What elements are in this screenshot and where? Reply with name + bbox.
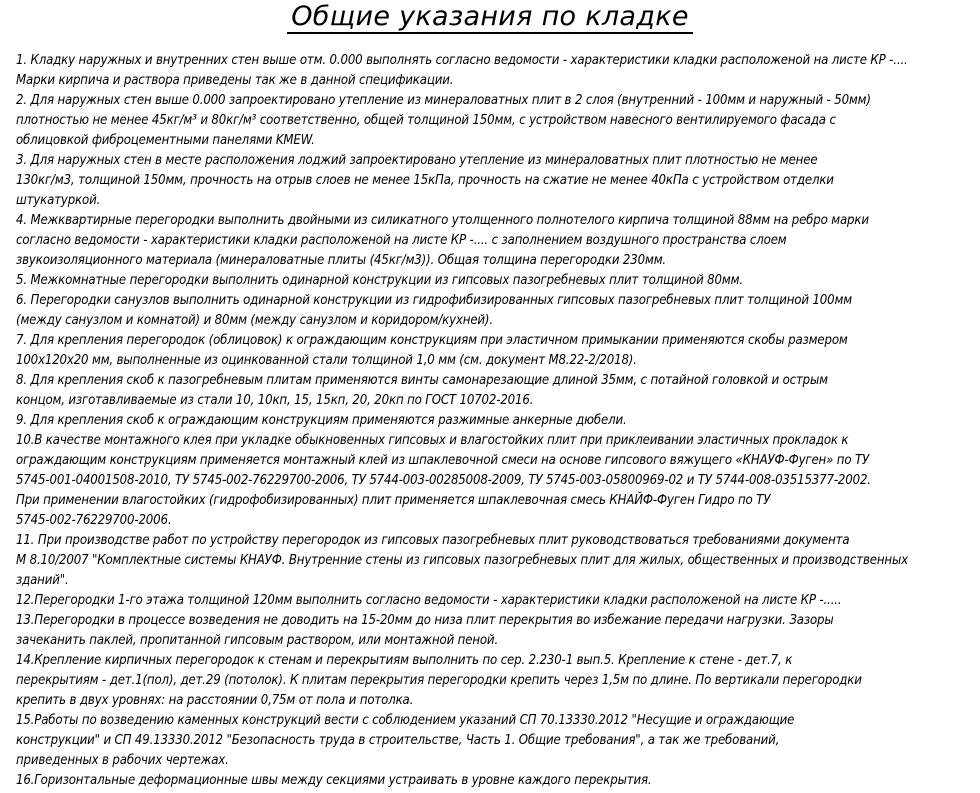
text-line: звукоизоляционного материала (минераловатные плиты (45кг/м3)). Общая толщина перегородки 230мм. bbox=[16, 253, 667, 268]
text-line: 13.Перегородки в процессе возведения не доводить на 15-20мм до низа плит перекрытия во избежание передачи нагрузки. Зазоры bbox=[16, 613, 834, 628]
text-line: 5. Межкомнатные перегородки выполнить одинарной конструкции из гипсовых пазогребневых плит толщиной 80мм. bbox=[16, 273, 743, 288]
text-line: зачеканить паклей, пропитанной гипсовым раствором, или монтажной пеной. bbox=[16, 633, 499, 648]
text-line: 100x120x20 мм, выполненные из оцинкованной стали толщиной 1,0 мм (см. документ М8.22-2/2018). bbox=[16, 353, 637, 368]
text-line: облицовкой фиброцементными панелями KMEW. bbox=[16, 133, 315, 148]
text-line: 8. Для крепления скоб к пазогребневым плитам применяются винты самонарезающие длиной 35мм, с потайной головкой и острым bbox=[16, 373, 828, 388]
text-line: 6. Перегородки санузлов выполнить одинарной конструкции из гидрофибизированных гипсовых пазогребневых плит толщиной 100мм bbox=[16, 293, 852, 308]
text-line: концом, изготавливаемые из стали 10, 10кп, 15, 15кп, 20, 20кп по ГОСТ 10702-2016. bbox=[16, 393, 534, 408]
text-line: ограждающим конструкциям применяется монтажный клей из шпаклевочной смеси на основе гипсового вяжущего «КНАУФ-Фуген» по ТУ bbox=[16, 453, 870, 468]
text-line: 130кг/м3, толщиной 150мм, прочность на отрыв слоев не менее 15кПа, прочность на сжатие не менее 40кПа с устройством отделки bbox=[16, 173, 834, 188]
text-line: 5745-002-76229700-2006. bbox=[16, 513, 172, 528]
page-title bbox=[0, 0, 980, 34]
text-line: 11. При производстве работ по устройству перегородок из гипсовых пазогребневых плит руководствоваться требованиями документа bbox=[16, 533, 850, 548]
text-line: конструкции" и СП 49.13330.2012 "Безопасность труда в строительстве, Часть 1. Общие требования", а так же требований, bbox=[16, 733, 780, 748]
text-line: М 8.10/2007 "Комплектные системы КНАУФ. Внутренние стены из гипсовых пазогребневых плит для жилых, общественных и производственных bbox=[16, 553, 908, 568]
text-line: крепить в двух уровнях: на расстоянии 0,75м от пола и потолка. bbox=[16, 693, 414, 708]
text-line: 5745-001-04001508-2010, ТУ 5745-002-76229700-2006, ТУ 5744-003-00285008-2009, ТУ 5745-003-05800969-02 и ТУ 5744-008-03515377-2002. bbox=[16, 473, 871, 488]
text-line: приведенных в рабочих чертежах. bbox=[16, 753, 229, 768]
text-line: согласно ведомости - характеристики кладки расположеной на листе КР -.... с заполнением воздушного пространства слоем bbox=[16, 233, 787, 248]
text-line: зданий". bbox=[16, 573, 69, 588]
text-line: Марки кирпича и раствора приведены так же в данной спецификации. bbox=[16, 73, 454, 88]
text-line: 15.Работы по возведению каменных конструкций вести с соблюдением указаний СП 70.13330.2012 "Несущие и ограждающие bbox=[16, 713, 795, 728]
text-line: (между санузлом и комнатой) и 80мм (между санузлом и коридором/кухней). bbox=[16, 313, 493, 328]
page-title-text: Общие указания по кладке bbox=[287, 2, 693, 34]
text-line: 12.Перегородки 1-го этажа толщиной 120мм выполнить согласно ведомости - характеристики кладки расположеной на листе КР -..... bbox=[16, 593, 842, 608]
text-line: 16.Горизонтальные деформационные швы между секциями устраивать в уровне каждого перекрытия. bbox=[16, 773, 652, 788]
text-line: 14.Крепление кирпичных перегородок к стенам и перекрытиям выполнить по сер. 2.230-1 вып.5. Крепление к стене - дет.7, к bbox=[16, 653, 793, 668]
text-line: 4. Межквартирные перегородки выполнить двойными из силикатного утолщенного полнотелого кирпича толщиной 88мм на ребро марки bbox=[16, 213, 869, 228]
text-line: 10.В качестве монтажного клея при укладке обыкновенных гипсовых и влагостойких плит при приклеивании эластичных прокладок к bbox=[16, 433, 849, 448]
text-line: штукатуркой. bbox=[16, 193, 101, 208]
text-line: перекрытиям - дет.1(пол), дет.29 (потолок). К плитам перекрытия перегородки крепить через 1,5м по длине. По вертикали перегородки bbox=[16, 673, 862, 688]
text-line: 3. Для наружных стен в месте расположения лоджий запроектировано утепление из минераловатных плит плотностью не менее bbox=[16, 153, 818, 168]
text-line: 9. Для крепления скоб к ограждающим конструкциям применяются разжимные анкерные дюбели. bbox=[16, 413, 627, 428]
text-line: плотностью не менее 45кг/м³ и 80кг/м³ соответственно, общей толщиной 150мм, с устройством навесного вентилируемого фасада с bbox=[16, 113, 836, 128]
text-line: 2. Для наружных стен выше 0.000 запроектировано утепление из минераловатных плит в 2 слоя (внутренний - 100мм и наружный - 50мм) bbox=[16, 93, 871, 108]
text-line: При применении влагостойких (гидрофобизированных) плит применяется шпаклевочная смесь КНАЙФ-Фуген Гидро по ТУ bbox=[16, 493, 771, 508]
text-line: 7. Для крепления перегородок (облицовок) к ограждающим конструкциям при эластичном примыкании применяются скобы размером bbox=[16, 333, 848, 348]
text-line: 1. Кладку наружных и внутренних стен выше отм. 0.000 выполнять согласно ведомости - характеристики кладки расположеной на листе КР -.... bbox=[16, 53, 908, 68]
notes-body bbox=[16, 51, 976, 791]
